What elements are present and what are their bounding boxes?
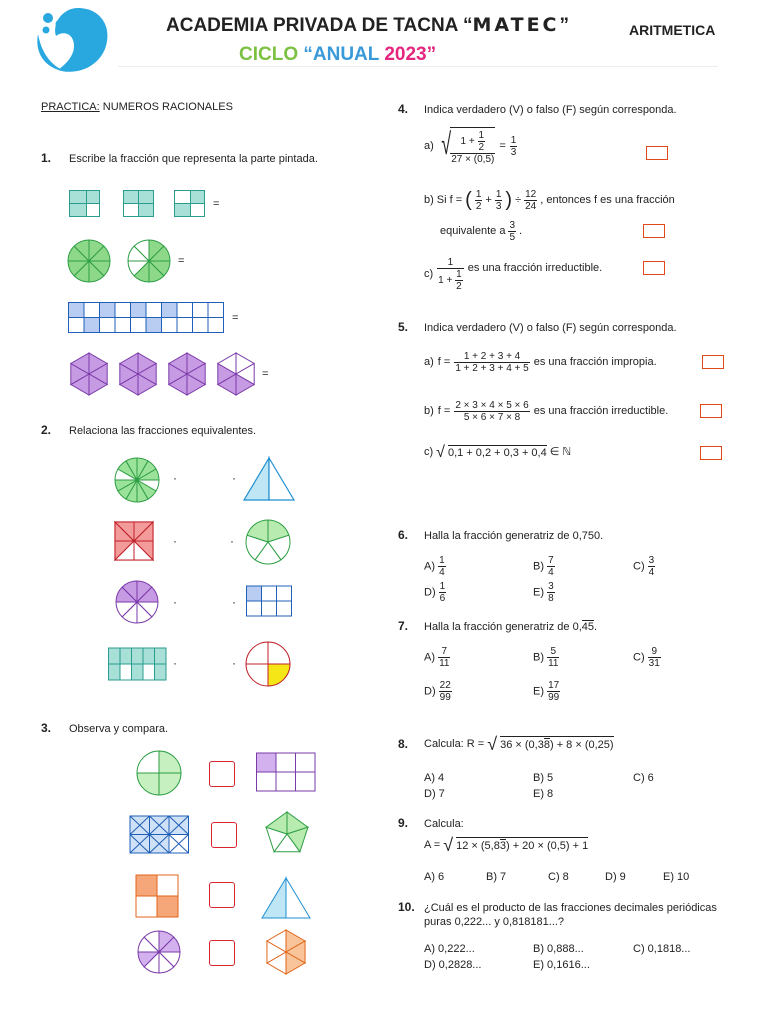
q7-option-b-num: 5 (547, 646, 559, 658)
q1-squares-figure (69, 187, 209, 221)
q4-b-pre: Si f = (436, 193, 463, 206)
q3-compare-box-3[interactable] (209, 882, 235, 908)
cycle-line (239, 44, 436, 66)
q6-option-d-den: 6 (439, 593, 446, 604)
q10-option-a[interactable]: A) 0,222... (424, 943, 475, 955)
q9-rad-period: 3 (499, 840, 506, 852)
triangle-half (286, 878, 310, 918)
q7-option-d-den: 99 (439, 692, 451, 703)
q8-option-b[interactable]: B) 5 (533, 772, 554, 784)
q6-option-e-num: 3 (548, 581, 554, 592)
q6-option-a-num: 1 (439, 555, 445, 566)
teal-cell (132, 648, 144, 664)
q7-value-int: 0, (572, 621, 582, 633)
q9-expr: A = √ 12 × (5,83) + 20 × (0,5) + 1 (424, 834, 589, 855)
q3-number: 3. (41, 721, 52, 735)
green-quarter-circle (137, 751, 181, 795)
q5-c-post: ∈ ℕ (549, 445, 572, 458)
purple-circle-q3 (138, 931, 180, 973)
q4-b-plus: + (485, 193, 492, 206)
q3-compare-box-1[interactable] (209, 761, 235, 787)
teal-cell (143, 664, 155, 680)
q4-b-f4-num: 3 (509, 219, 516, 231)
q9-number: 9. (398, 816, 409, 830)
grid-cell (146, 303, 162, 318)
pie-sector (246, 664, 268, 686)
q5-a-label: a) (424, 355, 434, 368)
q4-b-answer-box[interactable] (643, 224, 665, 238)
teal-cell (132, 664, 144, 680)
teal-cell (155, 648, 167, 664)
q9-option-d[interactable]: D) 9 (605, 871, 626, 883)
q7-option-d[interactable] (424, 680, 452, 703)
subject-label: ARITMETICA (629, 22, 716, 38)
grid-cell (131, 303, 147, 318)
triangle-half (262, 878, 286, 918)
q7-option-c-label: C) (633, 651, 645, 664)
q4-text: Indica verdadero (V) o falso (F) según corresponda. (424, 104, 677, 116)
q9-pre: A = (424, 838, 441, 851)
q8-option-a[interactable]: A) 4 (424, 772, 445, 784)
q2-text: Relaciona las fracciones equivalentes. (69, 425, 257, 437)
q4-b-f2-den: 3 (495, 200, 502, 212)
q2-left-figures (106, 456, 176, 692)
q4-a-radical: √ 1 + $\frac{1}{2}$ 27 × (0,5) (441, 128, 495, 165)
q4-a-result-den: 3 (510, 146, 517, 158)
q4-a-result-num: 1 (510, 134, 517, 146)
q7-option-a[interactable] (424, 646, 450, 669)
q8-option-e[interactable]: E) 8 (533, 788, 554, 800)
cycle-quote-close: ” (426, 44, 437, 65)
title-suffix: ” (559, 15, 569, 36)
purple-cell (296, 772, 316, 791)
q9-option-c[interactable]: C) 8 (548, 871, 569, 883)
grid-cell (208, 318, 224, 333)
q5-b-answer-box[interactable] (700, 404, 722, 418)
teal-cell (120, 664, 132, 680)
blue-cell (247, 601, 262, 616)
q7-option-a-label: A) (424, 651, 435, 664)
q4-a-top-num: 1 (478, 130, 485, 141)
q7-option-e-label: E) (533, 685, 544, 698)
q8-radicand (500, 736, 613, 752)
teal-cell (120, 648, 132, 664)
q9-option-b[interactable]: B) 7 (486, 871, 507, 883)
q5-b-num: 2 × 3 × 4 × 5 × 6 (455, 399, 529, 411)
pie-sector (159, 751, 181, 773)
q10-line1: ¿Cuál es el producto de las fracciones decimales periódicas (424, 902, 717, 914)
q10-option-b[interactable]: B) 0,888... (533, 943, 584, 955)
purple-cell (276, 772, 296, 791)
q4-b-post: , entonces f es una fracción (540, 193, 675, 206)
q6-option-c-label: C) (633, 560, 645, 573)
q2-number: 2. (41, 423, 52, 437)
q4-c-post: es una fracción irreductible. (467, 261, 603, 274)
orange-cell (157, 875, 178, 896)
q1-eq-3: = (232, 312, 239, 324)
grid-cell (100, 303, 116, 318)
q4-c-den-pre: 1 + (438, 274, 453, 286)
pie-sector (137, 751, 159, 773)
teal-cell (143, 648, 155, 664)
q6-option-d[interactable] (424, 581, 446, 604)
q6-option-e-label: E) (533, 586, 544, 599)
grid-cell (115, 303, 131, 318)
triangle-half (269, 458, 294, 500)
q5-a-answer-box[interactable] (702, 355, 724, 369)
q4-b (424, 186, 675, 214)
grid-cell (84, 318, 100, 333)
q4-c-num: 1 (437, 257, 464, 269)
q8-rad-period: 8 (543, 739, 550, 751)
practice-label: PRACTICA: (41, 101, 100, 113)
q4-b-line2-text: equivalente a (440, 224, 506, 237)
q6-option-b[interactable] (533, 555, 555, 578)
grid-cell (69, 303, 85, 318)
blue-cell (262, 601, 277, 616)
q4-number: 4. (398, 102, 409, 116)
q1-eq-1: = (213, 198, 220, 210)
q7-option-d-label: D) (424, 685, 436, 698)
q10-option-d[interactable]: D) 0,2828... (424, 959, 482, 971)
title-prefix: ACADEMIA PRIVADA DE TACNA “ (166, 15, 473, 36)
q3-text: Observa y compara. (69, 723, 169, 735)
q8-option-c[interactable]: C) 6 (633, 772, 654, 784)
purple-cell (276, 753, 296, 772)
q10-number: 10. (398, 900, 415, 914)
q4-b-f3-den: 24 (525, 200, 537, 212)
q7-text (424, 621, 597, 634)
q6-option-d-label: D) (424, 586, 436, 599)
q4-c-den-num: 1 (456, 268, 462, 280)
q4-b-f1-den: 2 (475, 200, 482, 212)
q7-option-d-num: 22 (439, 680, 451, 691)
q4-b-lparen: ( (465, 188, 472, 211)
q8-expr: Calcula: R = √ 36 × (0,38) + 8 × (0,25) (424, 733, 614, 754)
q7-option-a-den: 11 (439, 658, 450, 669)
q5-number: 5. (398, 320, 409, 334)
pie-sector (159, 773, 181, 795)
q3-compare-box-2[interactable] (211, 822, 237, 848)
cycle-year: 2023 (384, 44, 427, 65)
q9-option-e[interactable]: E) 10 (663, 871, 690, 883)
yellow-circle (246, 642, 290, 686)
q5-text: Indica verdadero (V) o falso (F) según corresponda. (424, 322, 677, 334)
teal-cell (109, 664, 121, 680)
q7-option-b[interactable] (533, 646, 559, 669)
grid-cell (146, 318, 162, 333)
green-circle (246, 520, 290, 564)
q9-rad-a: 12 × (5,8 (456, 840, 500, 852)
q5-b-den: 5 × 6 × 7 × 8 (463, 411, 521, 423)
q6-option-e[interactable] (533, 581, 555, 604)
grid-cell (162, 318, 178, 333)
q6-text: Halla la fracción generatriz de 0,750. (424, 530, 604, 542)
teal-cell (155, 664, 167, 680)
grid-cell (177, 318, 193, 333)
q6-number: 6. (398, 528, 409, 542)
q5-a-pre: f = (437, 355, 451, 368)
grid-cell (193, 318, 209, 333)
grid-cell (131, 318, 147, 333)
q4-a-eq: = (499, 139, 506, 152)
q2-dot-right-2[interactable]: · (230, 534, 234, 548)
q4-a-bottom: 27 × (0,5) (451, 154, 495, 165)
triangle-half (244, 458, 269, 500)
q1-eq-4: = (262, 368, 269, 380)
q6-option-b-label: B) (533, 560, 544, 573)
q6-option-c-num: 3 (648, 555, 655, 566)
q8-text: Calcula: R = (424, 737, 485, 750)
pie-sector (268, 664, 290, 686)
practice-topic: NUMEROS RACIONALES (102, 101, 233, 113)
q1-circles-figure (67, 237, 177, 287)
title-brand: MATEC (472, 14, 560, 36)
q7-option-a-num: 7 (438, 646, 450, 658)
q7-option-e-num: 17 (548, 680, 560, 691)
q2-dot-right-1[interactable]: · (232, 471, 236, 485)
teal-cell (109, 648, 121, 664)
purple-cell (257, 772, 277, 791)
q4-b-label: b) (424, 193, 434, 206)
q3-compare-box-4[interactable] (209, 940, 235, 966)
purple-cell (296, 753, 316, 772)
q7-option-b-den: 11 (548, 658, 559, 669)
circle-fraction-2 (128, 240, 170, 282)
q5-c-radicand: 0,1 + 0,2 + 0,3 + 0,4 (447, 446, 547, 459)
q8-number: 8. (398, 737, 409, 751)
q4-b-f3-num: 12 (525, 188, 537, 200)
q3-left-figures (128, 748, 194, 978)
practice-heading (41, 101, 233, 114)
q3-right-figures (254, 748, 320, 978)
orange-hexagon (267, 930, 305, 974)
q1-hexagons-figure (67, 351, 263, 397)
cycle-word: CICLO (239, 44, 299, 65)
orange-cell (136, 896, 157, 917)
cycle-quote-open: “ (303, 44, 313, 65)
circle-fraction-1 (68, 240, 110, 282)
q7-option-c-num: 9 (648, 646, 661, 658)
q4-b-rparen: ) (505, 188, 513, 211)
q5-a-den: 1 + 2 + 3 + 4 + 5 (455, 362, 529, 374)
q7-value-period: 45 (581, 621, 595, 633)
q4-a (424, 124, 517, 168)
q4-b-f4-den: 5 (509, 231, 516, 243)
q10-line2: puras 0,222... y 0,818181...? (424, 916, 565, 928)
q10-option-c[interactable]: C) 0,1818... (633, 943, 691, 955)
q7-number: 7. (398, 619, 409, 633)
q4-c-answer-box[interactable] (643, 261, 665, 275)
q5-b-label: b) (424, 404, 434, 417)
q4-a-answer-box[interactable] (646, 146, 668, 160)
q4-c-den-den: 2 (456, 280, 462, 292)
q2-dot-left-3[interactable]: · (173, 595, 177, 609)
orange-cell (157, 896, 178, 917)
q4-b-div: ÷ (515, 193, 522, 206)
q5-a-num: 1 + 2 + 3 + 4 (454, 351, 529, 363)
q9-radicand (456, 837, 588, 853)
q6-option-d-num: 1 (439, 581, 446, 592)
purple-cell (257, 753, 277, 772)
grid-cell (162, 303, 178, 318)
header-title (166, 14, 569, 37)
q4-a-top-den: 2 (478, 142, 485, 153)
q6-option-a-label: A) (424, 560, 435, 573)
header-divider (118, 66, 718, 67)
q6-option-c-den: 4 (648, 567, 655, 578)
q1-grid-figure (68, 301, 228, 335)
q10-option-e[interactable]: E) 0,1616... (533, 959, 590, 971)
q9-option-a[interactable]: A) 6 (424, 871, 445, 883)
q7-option-c-den: 31 (648, 658, 660, 669)
q8-option-d[interactable]: D) 7 (424, 788, 445, 800)
q7-option-b-label: B) (533, 651, 544, 664)
q8-rad-b: ) + 8 × (0,25) (549, 739, 614, 751)
q4-b-line2 (440, 218, 522, 244)
q7-end: . (594, 621, 598, 633)
pie-sector (137, 773, 159, 795)
pie-sector (268, 642, 290, 664)
q4-a-label: a) (424, 139, 434, 152)
grid-cell (69, 318, 85, 333)
q5-c-answer-box[interactable] (700, 446, 722, 460)
q1-eq-2: = (178, 255, 185, 267)
q2-dot-left-1[interactable]: · (173, 471, 177, 485)
logo-icon (34, 4, 112, 74)
cycle-name: ANUAL (312, 44, 380, 65)
q2-right-figures (240, 456, 300, 692)
q6-option-a-den: 4 (439, 567, 445, 578)
q2-dot-right-3[interactable]: · (232, 595, 236, 609)
grid-cell (115, 318, 131, 333)
q6-option-b-num: 7 (548, 555, 554, 566)
q6-option-b-den: 4 (548, 567, 554, 578)
purple-circle (116, 581, 158, 623)
blue-cell (262, 586, 277, 601)
orange-cell (136, 875, 157, 896)
q7-option-c[interactable] (633, 646, 661, 669)
q4-c-label: c) (424, 267, 434, 280)
blue-cell (277, 586, 292, 601)
grid-cell (100, 318, 116, 333)
grid-cell (84, 303, 100, 318)
q4-b-f1-num: 1 (475, 188, 482, 200)
q5-b-pre: f = (437, 404, 451, 417)
grid-cell (177, 303, 193, 318)
q7-text-main: Halla la fracción generatriz de (424, 621, 570, 633)
q4-a-top-one: 1 + (460, 136, 475, 148)
pie-sector (246, 642, 268, 664)
q5-b-post: es una fracción irreductible. (533, 404, 669, 417)
q9-rad-b: ) + 20 × (0,5) + 1 (505, 840, 589, 852)
q1-number: 1. (41, 151, 52, 165)
q1-text: Escribe la fracción que representa la parte pintada. (69, 153, 318, 165)
q6-option-a[interactable] (424, 555, 446, 578)
q2-dot-left-2[interactable]: · (173, 534, 177, 548)
q9-text: Calcula: (424, 818, 464, 830)
q5-b (424, 396, 668, 426)
q4-b-f2-num: 1 (495, 188, 502, 200)
q5-a (424, 347, 657, 377)
q4-b-end: . (519, 224, 523, 237)
q7-option-e-den: 99 (548, 692, 560, 703)
q5-c: c) √ 0,1 + 0,2 + 0,3 + 0,4 ∈ ℕ (424, 443, 572, 461)
grid-cell (193, 303, 209, 318)
q5-a-post: es una fracción impropia. (533, 355, 657, 368)
blue-cell (277, 601, 292, 616)
q4-c (424, 254, 602, 294)
q7-option-e[interactable] (533, 680, 560, 703)
blue-cell (247, 586, 262, 601)
q2-dot-left-4[interactable]: · (173, 656, 177, 670)
q8-rad-a: 36 × (0,3 (500, 739, 544, 751)
q2-dot-right-4[interactable]: · (232, 656, 236, 670)
q5-c-label: c) (424, 445, 434, 458)
q6-option-c[interactable] (633, 555, 655, 578)
grid-cell (208, 303, 224, 318)
q6-option-e-den: 8 (548, 593, 554, 604)
